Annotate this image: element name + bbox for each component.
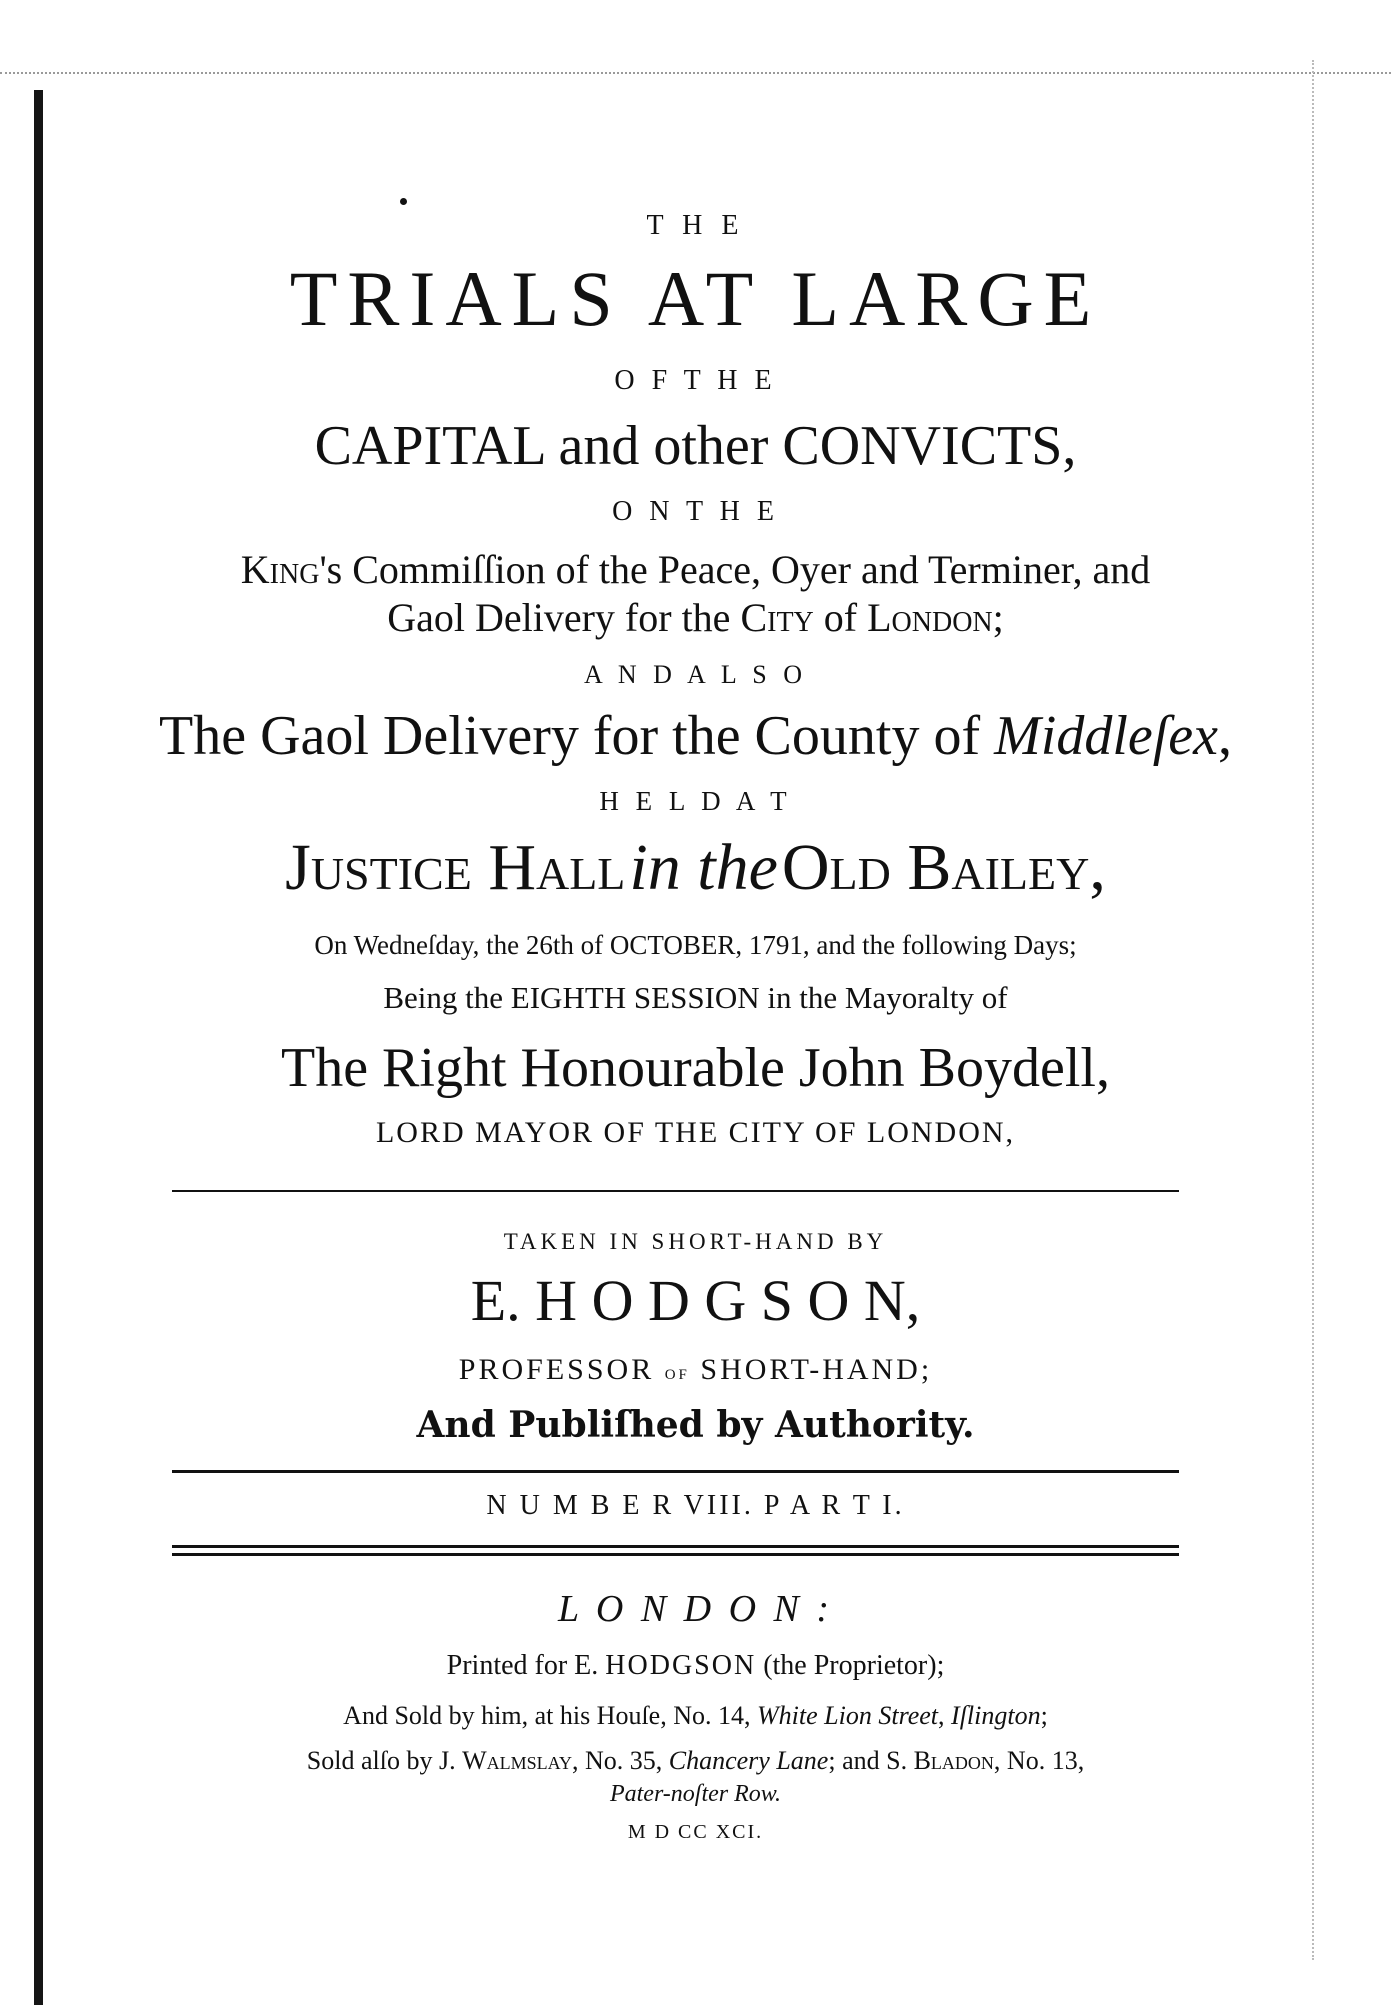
professor-text: PROFESSOR xyxy=(458,1353,665,1386)
gaol-delivery-text: Gaol Delivery for the xyxy=(387,595,741,640)
comma-separator: , xyxy=(938,1701,952,1730)
gaol-delivery-county-line xyxy=(0,705,1391,767)
header-on-the: O N T H E xyxy=(612,496,779,527)
semicolon-text: ; xyxy=(992,595,1004,640)
justice-hall-line xyxy=(0,831,1391,904)
header-of-the: O F T H E xyxy=(614,365,777,396)
printed-for-line xyxy=(0,1652,1391,1680)
commission-line-1 xyxy=(0,547,1391,592)
header-held-at: H E L D A T xyxy=(599,786,792,816)
london-heading: L O N D O N : xyxy=(557,1588,834,1630)
justice-hall-text: Justice Hall xyxy=(285,831,626,904)
and-s-text: ; and S. xyxy=(828,1746,914,1775)
bladon-text: Bladon xyxy=(913,1746,994,1775)
chancery-lane-text: Chancery Lane xyxy=(668,1746,829,1775)
in-the-text: in the xyxy=(629,831,778,904)
mayor-title: LORD MAYOR OF THE CITY OF LONDON, xyxy=(375,1116,1016,1149)
commission-text: 's Commiſſion of the Peace, Oyer and Terminer, and xyxy=(319,547,1151,592)
session-line: Being the EIGHTH SESSION in the Mayoralty of xyxy=(383,980,1008,1015)
shorthand-text: SHORT-HAND; xyxy=(689,1353,933,1386)
number-part: N U M B E R VIII. P A R T I. xyxy=(486,1490,905,1521)
mayor-name: The Right Honourable John Boydell, xyxy=(280,1037,1110,1099)
header-the: T H E xyxy=(646,210,745,241)
proprietor-text: (the Proprietor); xyxy=(756,1650,945,1681)
printer-name: HODGSON xyxy=(605,1650,757,1681)
divider-rule-1 xyxy=(172,1190,1179,1192)
taken-in-shorthand: TAKEN IN SHORT-HAND BY xyxy=(503,1229,888,1254)
semicolon-end: ; xyxy=(1040,1701,1048,1730)
top-edge-speckle xyxy=(0,72,1391,74)
sold-by-line xyxy=(0,1703,1391,1729)
sold-by-text: And Sold by him, at his Houſe, No. 14, xyxy=(343,1701,758,1730)
professor-line xyxy=(0,1355,1391,1385)
printed-for-text: Printed for E. xyxy=(446,1650,606,1681)
sold-also-text: Sold alſo by J. xyxy=(306,1746,463,1775)
old-bailey-text: Old Bailey, xyxy=(781,831,1106,904)
king-text: King xyxy=(240,547,320,592)
number-13-text: , No. 13, xyxy=(993,1746,1085,1775)
gaol-delivery-county-text: The Gaol Delivery for the County of xyxy=(159,705,995,767)
date-line: On Wedneſday, the 26th of OCTOBER, 1791, and the following Days; xyxy=(314,930,1077,960)
london-text: London xyxy=(867,595,993,640)
of-text: of xyxy=(813,595,868,640)
commission-line-2 xyxy=(0,595,1391,640)
reporter-name: E. H O D G S O N, xyxy=(470,1268,921,1333)
header-and-also: A N D A L S O xyxy=(584,660,807,689)
main-title: TRIALS AT LARGE xyxy=(289,255,1102,342)
paternoster-row: Pater-noſter Row. xyxy=(609,1781,782,1807)
ink-dot xyxy=(400,198,407,205)
white-lion-street-text: White Lion Street xyxy=(757,1701,939,1730)
divider-rule-2 xyxy=(172,1470,1179,1473)
sold-also-line xyxy=(0,1748,1391,1774)
of-small-text: of xyxy=(664,1359,690,1384)
divider-rule-3b xyxy=(172,1553,1179,1556)
published-by-authority: And Publiſhed by Authority. xyxy=(416,1404,975,1446)
capital-convicts-line: CAPITAL and other CONVICTS, xyxy=(314,415,1077,477)
city-text: City xyxy=(740,595,814,640)
walmslay-text: Walmslay xyxy=(462,1746,572,1775)
publication-year: M D CC XCI. xyxy=(627,1821,764,1843)
middlesex-text: Middleſex xyxy=(994,705,1218,767)
comma-text: , xyxy=(1218,705,1232,767)
divider-rule-3a xyxy=(172,1545,1179,1548)
islington-text: Iſlington xyxy=(951,1701,1041,1730)
number-35-text: , No. 35, xyxy=(571,1746,669,1775)
